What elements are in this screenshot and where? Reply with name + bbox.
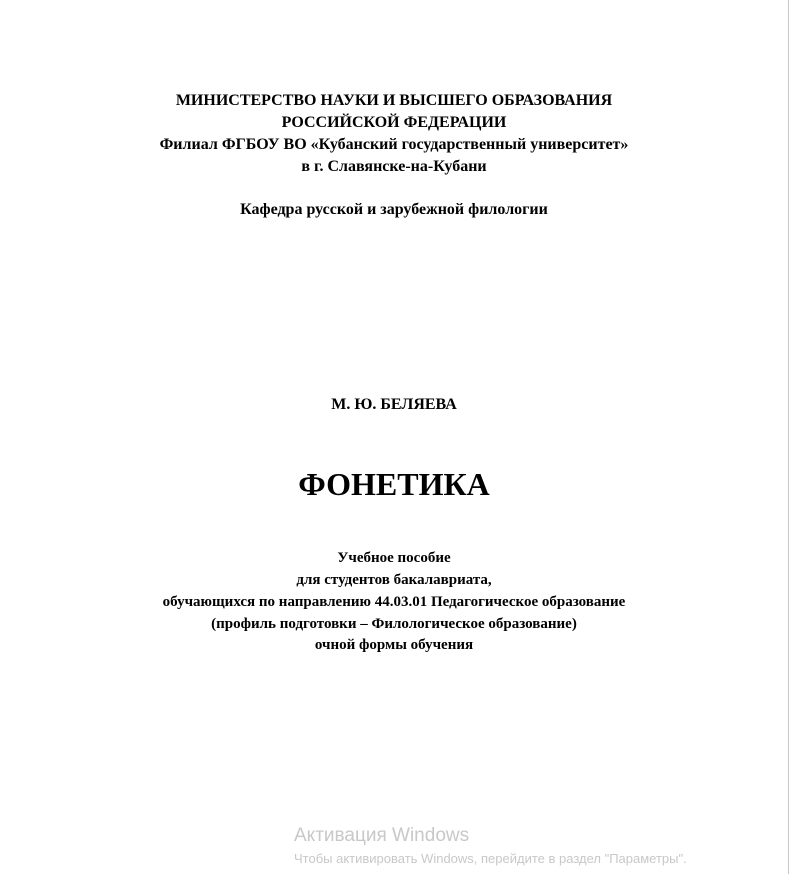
description-line-4: (профиль подготовки – Филологическое образование)	[211, 616, 577, 632]
branch-line-1: Филиал ФГБОУ ВО «Кубанский государственный университет»	[159, 136, 629, 153]
description-line-3: обучающихся по направлению 44.03.01 Педагогическое образование	[162, 594, 626, 610]
ministry-line-1: МИНИСТЕРСТВО НАУКИ И ВЫСШЕГО ОБРАЗОВАНИЯ	[175, 92, 613, 109]
author-name: М. Ю. БЕЛЯЕВА	[331, 396, 457, 413]
branch-line-2: в г. Славянске-на-Кубани	[301, 158, 487, 175]
activation-watermark-title: Активация Windows	[294, 825, 470, 846]
description-line-2: для студентов бакалавриата,	[296, 572, 492, 588]
description-line-5: очной формы обучения	[314, 637, 474, 653]
department-name: Кафедра русской и зарубежной филологии	[240, 201, 548, 218]
document-title: ФОНЕТИКА	[298, 466, 490, 502]
ministry-line-2: РОССИЙСКОЙ ФЕДЕРАЦИИ	[281, 114, 507, 131]
activation-watermark-subtitle: Чтобы активировать Windows, перейдите в раздел "Параметры".	[294, 851, 687, 866]
page-edge-divider	[788, 0, 789, 874]
description-line-1: Учебное пособие	[337, 550, 451, 566]
